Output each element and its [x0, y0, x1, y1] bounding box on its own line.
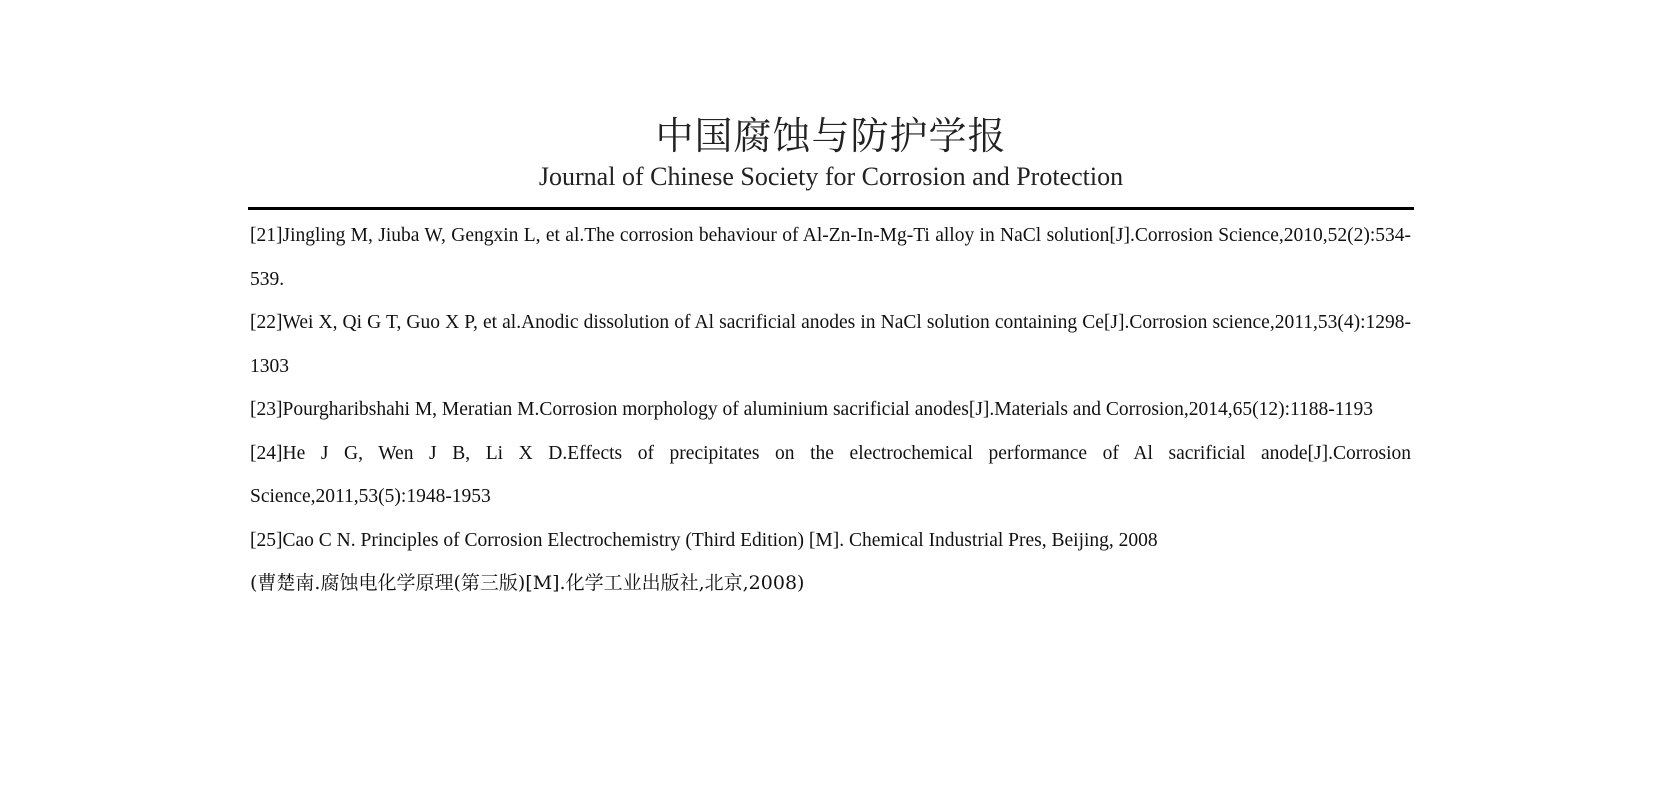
journal-title-english: Journal of Chinese Society for Corrosion and Protection	[538, 162, 1124, 191]
header-rule	[248, 207, 1414, 210]
reference-list	[250, 214, 1411, 606]
reference-24: [24]He J G, Wen J B, Li X D.Effects of precipitates on the electrochemical performance of Al sacrificial anode[J].Corrosion Science,2011,53(5):1948-1953	[250, 442, 1411, 507]
reference-25-chinese-translation: (曹楚南.腐蚀电化学原理(第三版)[M].化学工业出版社,北京,2008)	[250, 572, 805, 594]
reference-25: [25]Cao C N. Principles of Corrosion Electrochemistry (Third Edition) [M]. Chemical Industrial Pres, Beijing, 2008	[250, 529, 1158, 551]
reference-23: [23]Pourgharibshahi M, Meratian M.Corrosion morphology of aluminium sacrificial anodes[J].Materials and Corrosion,2014,65(12):1188-1193	[250, 399, 1374, 420]
journal-header	[248, 112, 1414, 194]
reference-22: [22]Wei X, Qi G T, Guo X P, et al.Anodic dissolution of Al sacrificial anodes in NaCl solution containing Ce[J].Corrosion science,2011,53(4):1298-1303	[250, 312, 1411, 377]
reference-21: [21]Jingling M, Jiuba W, Gengxin L, et al.The corrosion behaviour of Al-Zn-In-Mg-Ti alloy in NaCl solution[J].Corrosion Science,2010,52(2):534-539.	[250, 225, 1411, 290]
journal-title-chinese: 中国腐蚀与防护学报	[655, 114, 1007, 158]
